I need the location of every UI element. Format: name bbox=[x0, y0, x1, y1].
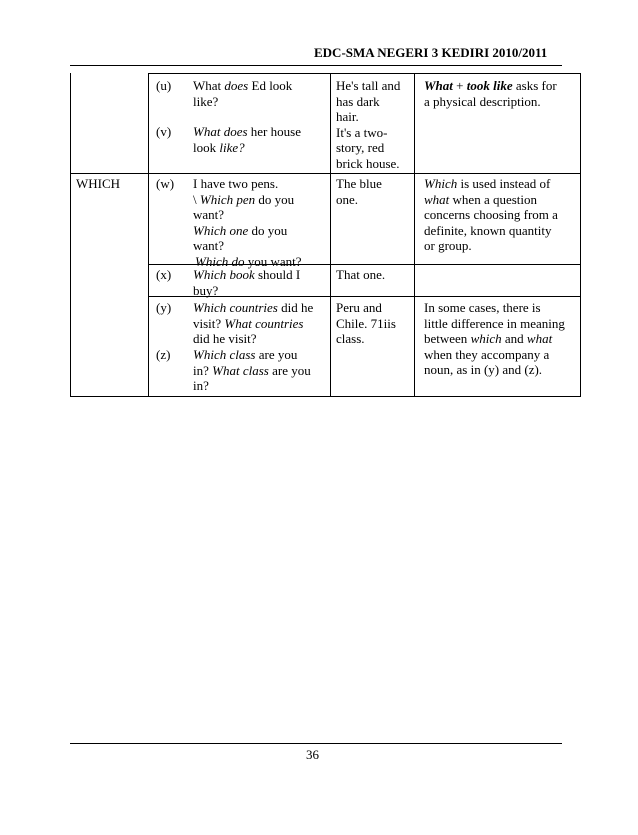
example-sentence: What does her house bbox=[193, 124, 301, 139]
row-divider bbox=[70, 173, 581, 174]
example-sentence: want? bbox=[193, 238, 225, 253]
example-number: (y) bbox=[156, 300, 172, 315]
table-border-col2 bbox=[148, 73, 149, 397]
answer-text: brick house. bbox=[336, 155, 400, 171]
example-sentence: in? bbox=[193, 378, 209, 393]
explanation-text: Which is used instead of bbox=[424, 176, 551, 191]
answer-text: Peru and bbox=[336, 300, 382, 315]
table-border-right bbox=[580, 73, 581, 397]
explanation-text: definite, known quantity bbox=[424, 222, 552, 238]
explanation-text: between which and what bbox=[424, 331, 553, 346]
example-sentence: did he visit? bbox=[193, 331, 257, 346]
explanation-text: little difference in meaning bbox=[424, 315, 565, 331]
example-sentence: visit? What countries bbox=[193, 315, 304, 331]
example-sentence: want? bbox=[193, 207, 225, 222]
example-sentence: Which class are you bbox=[193, 347, 298, 362]
answer-text: He's tall and bbox=[336, 78, 401, 93]
example-sentence: \ Which pen do you bbox=[193, 191, 295, 207]
table-border-bottom bbox=[70, 396, 581, 397]
example-sentence: Which do you want? bbox=[195, 253, 302, 269]
header-rule bbox=[70, 65, 562, 66]
table-border-col4 bbox=[414, 73, 415, 397]
answer-text: has dark bbox=[336, 93, 380, 109]
explanation-text: when they accompany a bbox=[424, 346, 550, 362]
table-border-col3 bbox=[330, 73, 331, 397]
example-sentence: Which book should I bbox=[193, 267, 301, 282]
example-number: (z) bbox=[156, 347, 171, 362]
explanation-text: concerns choosing from a bbox=[424, 207, 558, 222]
example-number: (w) bbox=[156, 176, 175, 191]
explanation-text: or group. bbox=[424, 238, 472, 253]
example-sentence: I have two pens. bbox=[193, 176, 279, 191]
explanation-text: noun, as in (y) and (z). bbox=[424, 362, 543, 377]
table-border-left bbox=[70, 73, 71, 397]
explanation-text: What + took like asks for bbox=[424, 78, 557, 93]
example-sentence: Which one do you bbox=[193, 222, 288, 238]
example-sentence: Which countries did he bbox=[193, 300, 314, 315]
example-sentence: buy? bbox=[193, 282, 219, 298]
answer-text: The blue bbox=[336, 176, 382, 191]
example-number: (v) bbox=[156, 124, 172, 139]
example-number: (x) bbox=[156, 267, 172, 282]
explanation-text: In some cases, there is bbox=[424, 300, 541, 315]
answer-text: one. bbox=[336, 191, 359, 207]
page-number: 36 bbox=[306, 747, 319, 762]
example-number: (u) bbox=[156, 78, 172, 93]
group-label: WHICH bbox=[76, 176, 121, 191]
example-sentence: look like? bbox=[193, 139, 245, 155]
answer-text: class. bbox=[336, 331, 365, 346]
page-header: EDC-SMA NEGERI 3 KEDIRI 2010/2011 bbox=[314, 45, 548, 60]
answer-text: That one. bbox=[336, 267, 386, 282]
answer-text: story, red bbox=[336, 140, 385, 155]
example-sentence: What does Ed look bbox=[193, 78, 293, 93]
row-divider bbox=[148, 73, 581, 74]
explanation-text: a physical description. bbox=[424, 93, 541, 109]
answer-text: It's a two- bbox=[336, 124, 388, 140]
footer-rule bbox=[70, 743, 562, 744]
explanation-text: what when a question bbox=[424, 191, 538, 207]
example-sentence: in? What class are you bbox=[193, 362, 311, 378]
example-sentence: like? bbox=[193, 93, 219, 109]
answer-text: hair. bbox=[336, 109, 359, 124]
answer-text: Chile. 71iis bbox=[336, 315, 396, 331]
